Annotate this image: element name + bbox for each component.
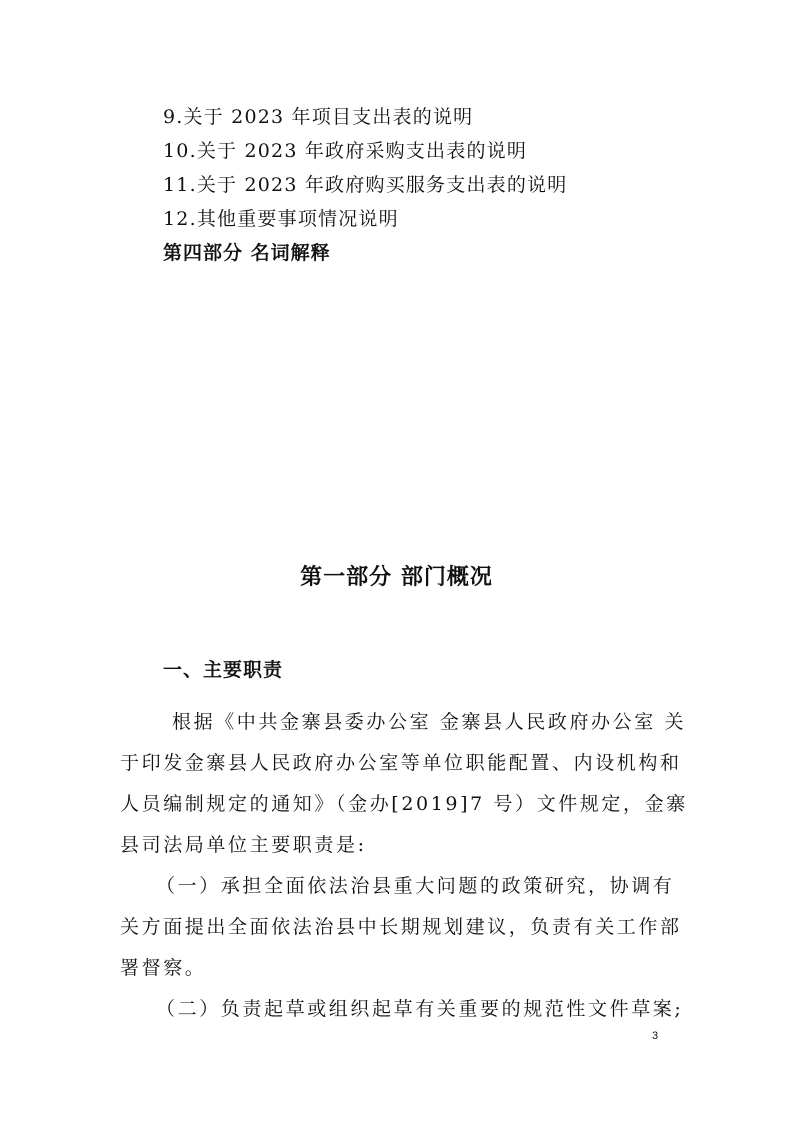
table-of-contents — [163, 100, 683, 270]
page-number: 3 — [652, 1030, 659, 1042]
body-line: 县司法局单位主要职责是: — [120, 834, 367, 856]
toc-part4: 第四部分 名词解释 — [163, 242, 331, 264]
toc-item-12: 12.其他重要事项情况说明 — [163, 208, 399, 230]
body-line: 人员编制规定的通知》（金办[2019]7 号）文件规定，金寨 — [120, 793, 688, 815]
toc-item-9: 9.关于 2023 年项目支出表的说明 — [163, 106, 474, 128]
section1-heading: 一、主要职责 — [163, 659, 284, 681]
body-line: 根据《中共金寨县委办公室 金寨县人民政府办公室 关 — [172, 711, 687, 733]
body-line: （二）负责起草或组织起草有关重要的规范性文件草案; — [156, 998, 684, 1020]
body-text — [120, 702, 688, 1030]
body-line: （一）承担全面依法治县重大问题的政策研究，协调有 — [156, 875, 675, 897]
part1-title: 第一部分 部门概况 — [300, 565, 493, 590]
body-line: 于印发金寨县人民政府办公室等单位职能配置、内设机构和 — [120, 752, 682, 774]
toc-item-11: 11.关于 2023 年政府购买服务支出表的说明 — [163, 174, 568, 196]
body-line: 署督察。 — [120, 957, 207, 979]
body-line: 关方面提出全面依法治县中长期规划建议，负责有关工作部 — [120, 916, 682, 938]
toc-item-10: 10.关于 2023 年政府采购支出表的说明 — [163, 140, 528, 162]
